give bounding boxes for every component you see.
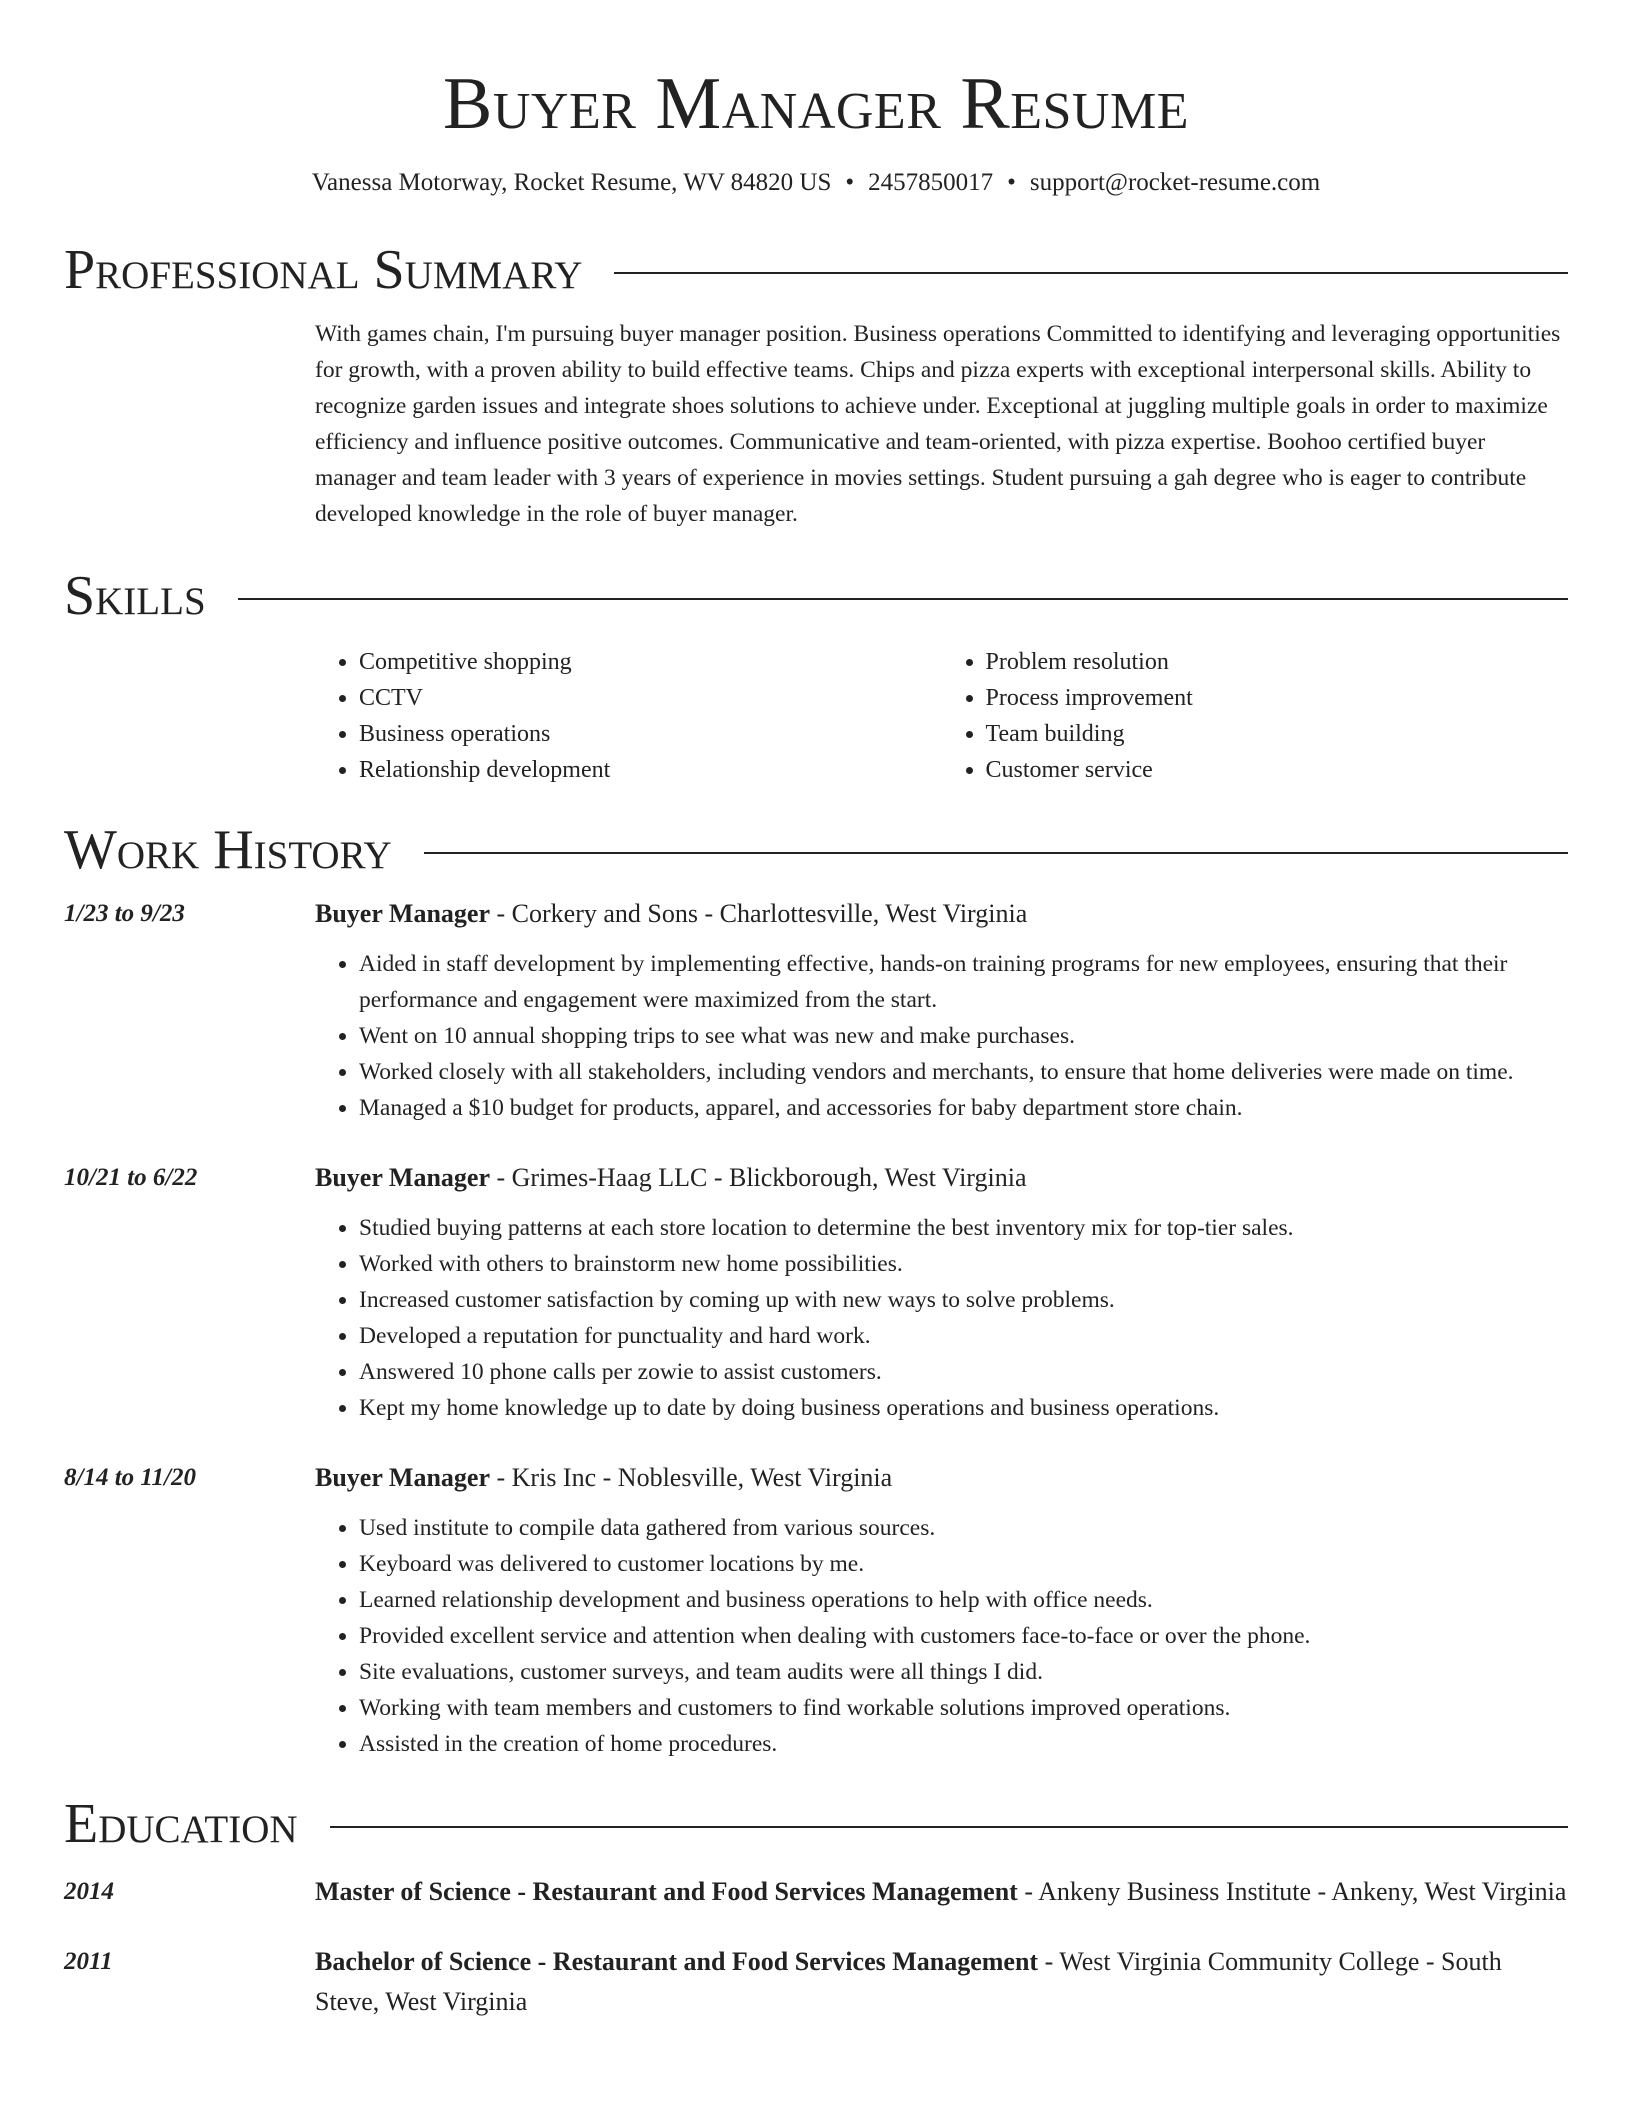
education-entry xyxy=(64,1872,1568,1912)
resume-title: Buyer Manager Resume xyxy=(443,63,1189,145)
skill-item: • Business operations xyxy=(359,716,942,752)
skill-item: • Relationship development xyxy=(359,752,942,788)
job-dates: 8/14 to 11/20 xyxy=(64,1464,196,1491)
education-year: 2014 xyxy=(64,1878,114,1905)
contact-separator: • xyxy=(845,169,855,196)
section-divider xyxy=(330,1826,1568,1828)
skill-item: • Competitive shopping xyxy=(359,644,942,680)
skills-section xyxy=(64,564,1568,788)
education-details: - Ankeny Business Institute - Ankeny, West Virginia xyxy=(1017,1877,1567,1906)
education-section xyxy=(64,1792,1568,2022)
contact-address: Vanessa Motorway, Rocket Resume, WV 84820 US xyxy=(311,169,832,196)
summary-section xyxy=(64,238,1568,532)
job-bullets xyxy=(315,1210,1568,1426)
job-bullet: • Worked closely with all stakeholders, including vendors and merchants, to ensure that home deliveries were made on time. xyxy=(359,1054,1568,1090)
education-body xyxy=(315,1872,1568,1912)
job-role: Buyer Manager xyxy=(315,1463,490,1492)
skills-list xyxy=(315,644,1568,788)
work-section xyxy=(64,818,1568,1762)
job-entry xyxy=(64,1460,1568,1762)
skills-heading-label: Skills xyxy=(64,565,206,627)
education-heading-label: Education xyxy=(64,1793,298,1855)
job-bullet: • Used institute to compile data gathered from various sources. xyxy=(359,1510,1568,1546)
job-body xyxy=(315,1460,1568,1762)
contact-separator: • xyxy=(1007,169,1016,196)
education-degree: Master of Science - Restaurant and Food Services Management xyxy=(315,1877,1018,1906)
job-bullet: • Learned relationship development and business operations to help with office needs. xyxy=(359,1582,1568,1618)
section-divider xyxy=(424,852,1568,854)
skills-column-right xyxy=(942,644,1569,788)
job-heading xyxy=(315,1160,1568,1196)
education-year: 2011 xyxy=(64,1948,113,1975)
job-bullet: • Aided in staff development by implementing effective, hands-on training programs for new employees, ensuring that their performance and engagement were maximized from the start. xyxy=(359,946,1568,1018)
summary-heading-label: Professional Summary xyxy=(64,239,583,301)
education-body xyxy=(315,1942,1568,2022)
resume-page xyxy=(64,0,1568,2022)
summary-text: With games chain, I'm pursuing buyer manager position. Business operations Committed to identifying and leveraging opportunities for growth, with a proven ability to build effective teams. Chips and pizza experts with exceptional interpersonal skills. Ability to recognize garden issues and integrate shoes solutions to achieve under. Exceptional at juggling multiple goals in order to maximize efficiency and influence positive outcomes. Communicative and team-oriented, with pizza expertise. Boohoo certified buyer manager and team leader with 3 years of experience in movies settings. Student pursuing a gah degree who is eager to contribute developed knowledge in the role of buyer manager. xyxy=(315,321,1561,527)
job-bullet: • Provided excellent service and attention when dealing with customers face-to-face or over the phone. xyxy=(359,1618,1568,1654)
work-heading-label: Work History xyxy=(64,819,392,881)
job-entry xyxy=(64,896,1568,1126)
section-divider xyxy=(614,272,1568,274)
job-bullets xyxy=(315,1510,1568,1762)
skill-item: • Problem resolution xyxy=(986,644,1569,680)
job-dates: 1/23 to 9/23 xyxy=(64,900,185,927)
education-entry xyxy=(64,1942,1568,2022)
job-bullet: • Assisted in the creation of home procedures. xyxy=(359,1726,1568,1762)
job-role: Buyer Manager xyxy=(315,899,490,928)
skill-item: • CCTV xyxy=(359,680,942,716)
education-degree: Bachelor of Science - Restaurant and Food Services Management xyxy=(315,1947,1039,1976)
skill-item: • Process improvement xyxy=(986,680,1569,716)
job-bullet: • Keyboard was delivered to customer locations by me. xyxy=(359,1546,1568,1582)
job-bullet: • Kept my home knowledge up to date by doing business operations and business operations. xyxy=(359,1390,1568,1426)
education-details: - West Virginia Community College - South Steve, West Virginia xyxy=(315,1947,1502,2016)
job-heading xyxy=(315,896,1568,932)
job-bullet: • Studied buying patterns at each store location to determine the best inventory mix for top-tier sales. xyxy=(359,1210,1568,1246)
job-bullet: • Answered 10 phone calls per zowie to assist customers. xyxy=(359,1354,1568,1390)
contact-email: support@rocket-resume.com xyxy=(1029,169,1321,196)
job-bullet: • Working with team members and customers to find workable solutions improved operations. xyxy=(359,1690,1568,1726)
skills-heading xyxy=(64,564,1568,628)
job-heading xyxy=(315,1460,1568,1496)
skill-item: • Team building xyxy=(986,716,1569,752)
skills-column-left xyxy=(315,644,942,788)
job-details: - Corkery and Sons - Charlottesville, West Virginia xyxy=(490,899,1028,928)
job-bullet: • Increased customer satisfaction by coming up with new ways to solve problems. xyxy=(359,1282,1568,1318)
work-heading xyxy=(64,818,1568,882)
job-bullet: • Went on 10 annual shopping trips to see what was new and make purchases. xyxy=(359,1018,1568,1054)
section-divider xyxy=(238,598,1568,600)
education-heading xyxy=(64,1792,1568,1856)
contact-line xyxy=(64,166,1568,200)
job-entry xyxy=(64,1160,1568,1426)
job-bullet: • Worked with others to brainstorm new home possibilities. xyxy=(359,1246,1568,1282)
job-dates: 10/21 to 6/22 xyxy=(64,1164,198,1191)
job-body xyxy=(315,896,1568,1126)
job-bullets xyxy=(315,946,1568,1126)
job-bullet: • Managed a $10 budget for products, apparel, and accessories for baby department store chain. xyxy=(359,1090,1568,1126)
job-bullet: • Site evaluations, customer surveys, and team audits were all things I did. xyxy=(359,1654,1568,1690)
job-role: Buyer Manager xyxy=(315,1163,490,1192)
job-body xyxy=(315,1160,1568,1426)
job-details: - Kris Inc - Noblesville, West Virginia xyxy=(490,1463,893,1492)
skill-item: • Customer service xyxy=(986,752,1569,788)
job-details: - Grimes-Haag LLC - Blickborough, West Virginia xyxy=(490,1163,1027,1192)
contact-phone: 2457850017 xyxy=(868,169,994,196)
job-bullet: • Developed a reputation for punctuality and hard work. xyxy=(359,1318,1568,1354)
summary-heading xyxy=(64,238,1568,302)
